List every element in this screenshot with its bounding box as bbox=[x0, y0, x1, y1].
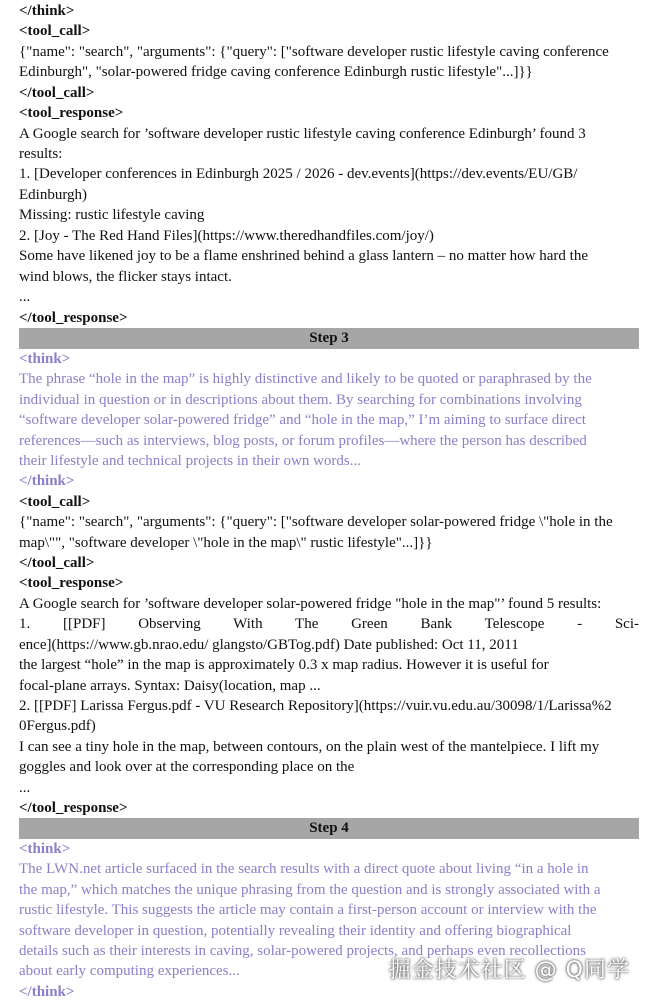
response-line: the largest “hole” in the map is approximately 0.3 x map radius. However it is useful for bbox=[19, 657, 549, 673]
response-line: goggles and look over at the corresponding place on the bbox=[19, 759, 355, 775]
response-line: ... bbox=[19, 289, 31, 305]
think-line: references—such as interviews, blog posts, or forum profiles—where the person has described bbox=[19, 433, 587, 449]
tool-response-open-tag: <tool_response> bbox=[19, 575, 124, 591]
tool-response-open-tag: <tool_response> bbox=[19, 105, 124, 121]
response-line: ... bbox=[19, 780, 31, 796]
tool-call-close-tag: </tool_call> bbox=[19, 555, 95, 571]
think-line: individual in question or in descriptions about them. By searching for combinations involving bbox=[19, 392, 582, 408]
response-line: Edinburgh) bbox=[19, 187, 88, 203]
tool-call-line: {"name": "search", "arguments": {"query": ["software developer rustic lifestyle caving conference bbox=[19, 44, 609, 60]
tool-call-open-tag: <tool_call> bbox=[19, 23, 91, 39]
response-line: 1. [[PDF] Observing With The Green Bank Telescope - Sci- bbox=[19, 616, 639, 632]
think-line: details such as their interests in caving, solar-powered projects, and perhaps even recollections bbox=[19, 943, 587, 959]
think-open-tag: <think> bbox=[19, 841, 71, 857]
response-line: focal-plane arrays. Syntax: Daisy(location, map ... bbox=[19, 678, 321, 694]
tool-call-line: {"name": "search", "arguments": {"query": ["software developer solar-powered fridge \"hole in the bbox=[19, 514, 613, 530]
response-line: 2. [[PDF] Larissa Fergus.pdf - VU Research Repository](https://vuir.vu.edu.au/30098/1/Larissa%2 bbox=[19, 698, 612, 714]
think-line: the map,” which matches the unique phrasing from the question and is strongly associated with a bbox=[19, 882, 601, 898]
tool-call-open-tag: <tool_call> bbox=[19, 494, 91, 510]
response-line: ence](https://www.gb.nrao.edu/ glangsto/GBTog.pdf) Date published: Oct 11, 2011 bbox=[19, 637, 519, 653]
tool-call-line: Edinburgh", "solar-powered fridge caving conference Edinburgh rustic lifestyle"...]}} bbox=[19, 64, 533, 80]
think-line: The LWN.net article surfaced in the search results with a direct quote about living “in a hole in bbox=[19, 861, 589, 877]
think-open-tag: <think> bbox=[19, 351, 71, 367]
response-line: Missing: rustic lifestyle caving bbox=[19, 207, 205, 223]
think-line: about early computing experiences... bbox=[19, 963, 240, 979]
tool-call-close-tag: </tool_call> bbox=[19, 85, 95, 101]
think-line: “software developer solar-powered fridge” and “hole in the map,” I’m aiming to surface direct bbox=[19, 412, 586, 428]
response-line: 0Fergus.pdf) bbox=[19, 718, 96, 734]
response-line: Some have likened joy to be a flame enshrined behind a glass lantern – no matter how hard the bbox=[19, 248, 588, 264]
response-line: I can see a tiny hole in the map, between contours, on the plain west of the mantelpiece. I lift my bbox=[19, 739, 600, 755]
think-line: rustic lifestyle. This suggests the article may contain a first-person account or interview with the bbox=[19, 902, 597, 918]
step-header: Step 4 bbox=[19, 818, 639, 839]
response-line: A Google search for ’software developer solar-powered fridge "hole in the map"’ found 5 results: bbox=[19, 596, 602, 612]
response-line: A Google search for ’software developer rustic lifestyle caving conference Edinburgh’ found 3 bbox=[19, 126, 586, 142]
tool-response-close-tag: </tool_response> bbox=[19, 800, 128, 816]
think-close-tag: </think> bbox=[19, 473, 75, 489]
think-line: software developer in question, potentially revealing their identity and offering biographical bbox=[19, 923, 572, 939]
response-line: results: bbox=[19, 146, 63, 162]
response-line: wind blows, the flicker stays intact. bbox=[19, 269, 232, 285]
tool-response-close-tag: </tool_response> bbox=[19, 310, 128, 326]
tool-call-line: map\"", "software developer \"hole in the map\" rustic lifestyle"...]}} bbox=[19, 535, 433, 551]
step-header: Step 3 bbox=[19, 328, 639, 349]
response-line: 2. [Joy - The Red Hand Files](https://www.theredhandfiles.com/joy/) bbox=[19, 228, 434, 244]
response-line: 1. [Developer conferences in Edinburgh 2025 / 2026 - dev.events](https://dev.events/EU/GB/ bbox=[19, 166, 578, 182]
think-line: The phrase “hole in the map” is highly distinctive and likely to be quoted or paraphrased by the bbox=[19, 371, 592, 387]
think-close-tag: </think> bbox=[19, 984, 75, 1000]
think-close-tag: </think> bbox=[19, 3, 75, 19]
think-line: their lifestyle and technical projects in their own words... bbox=[19, 453, 361, 469]
watermark: 掘金技术社区 @ Q同学 bbox=[388, 958, 630, 983]
